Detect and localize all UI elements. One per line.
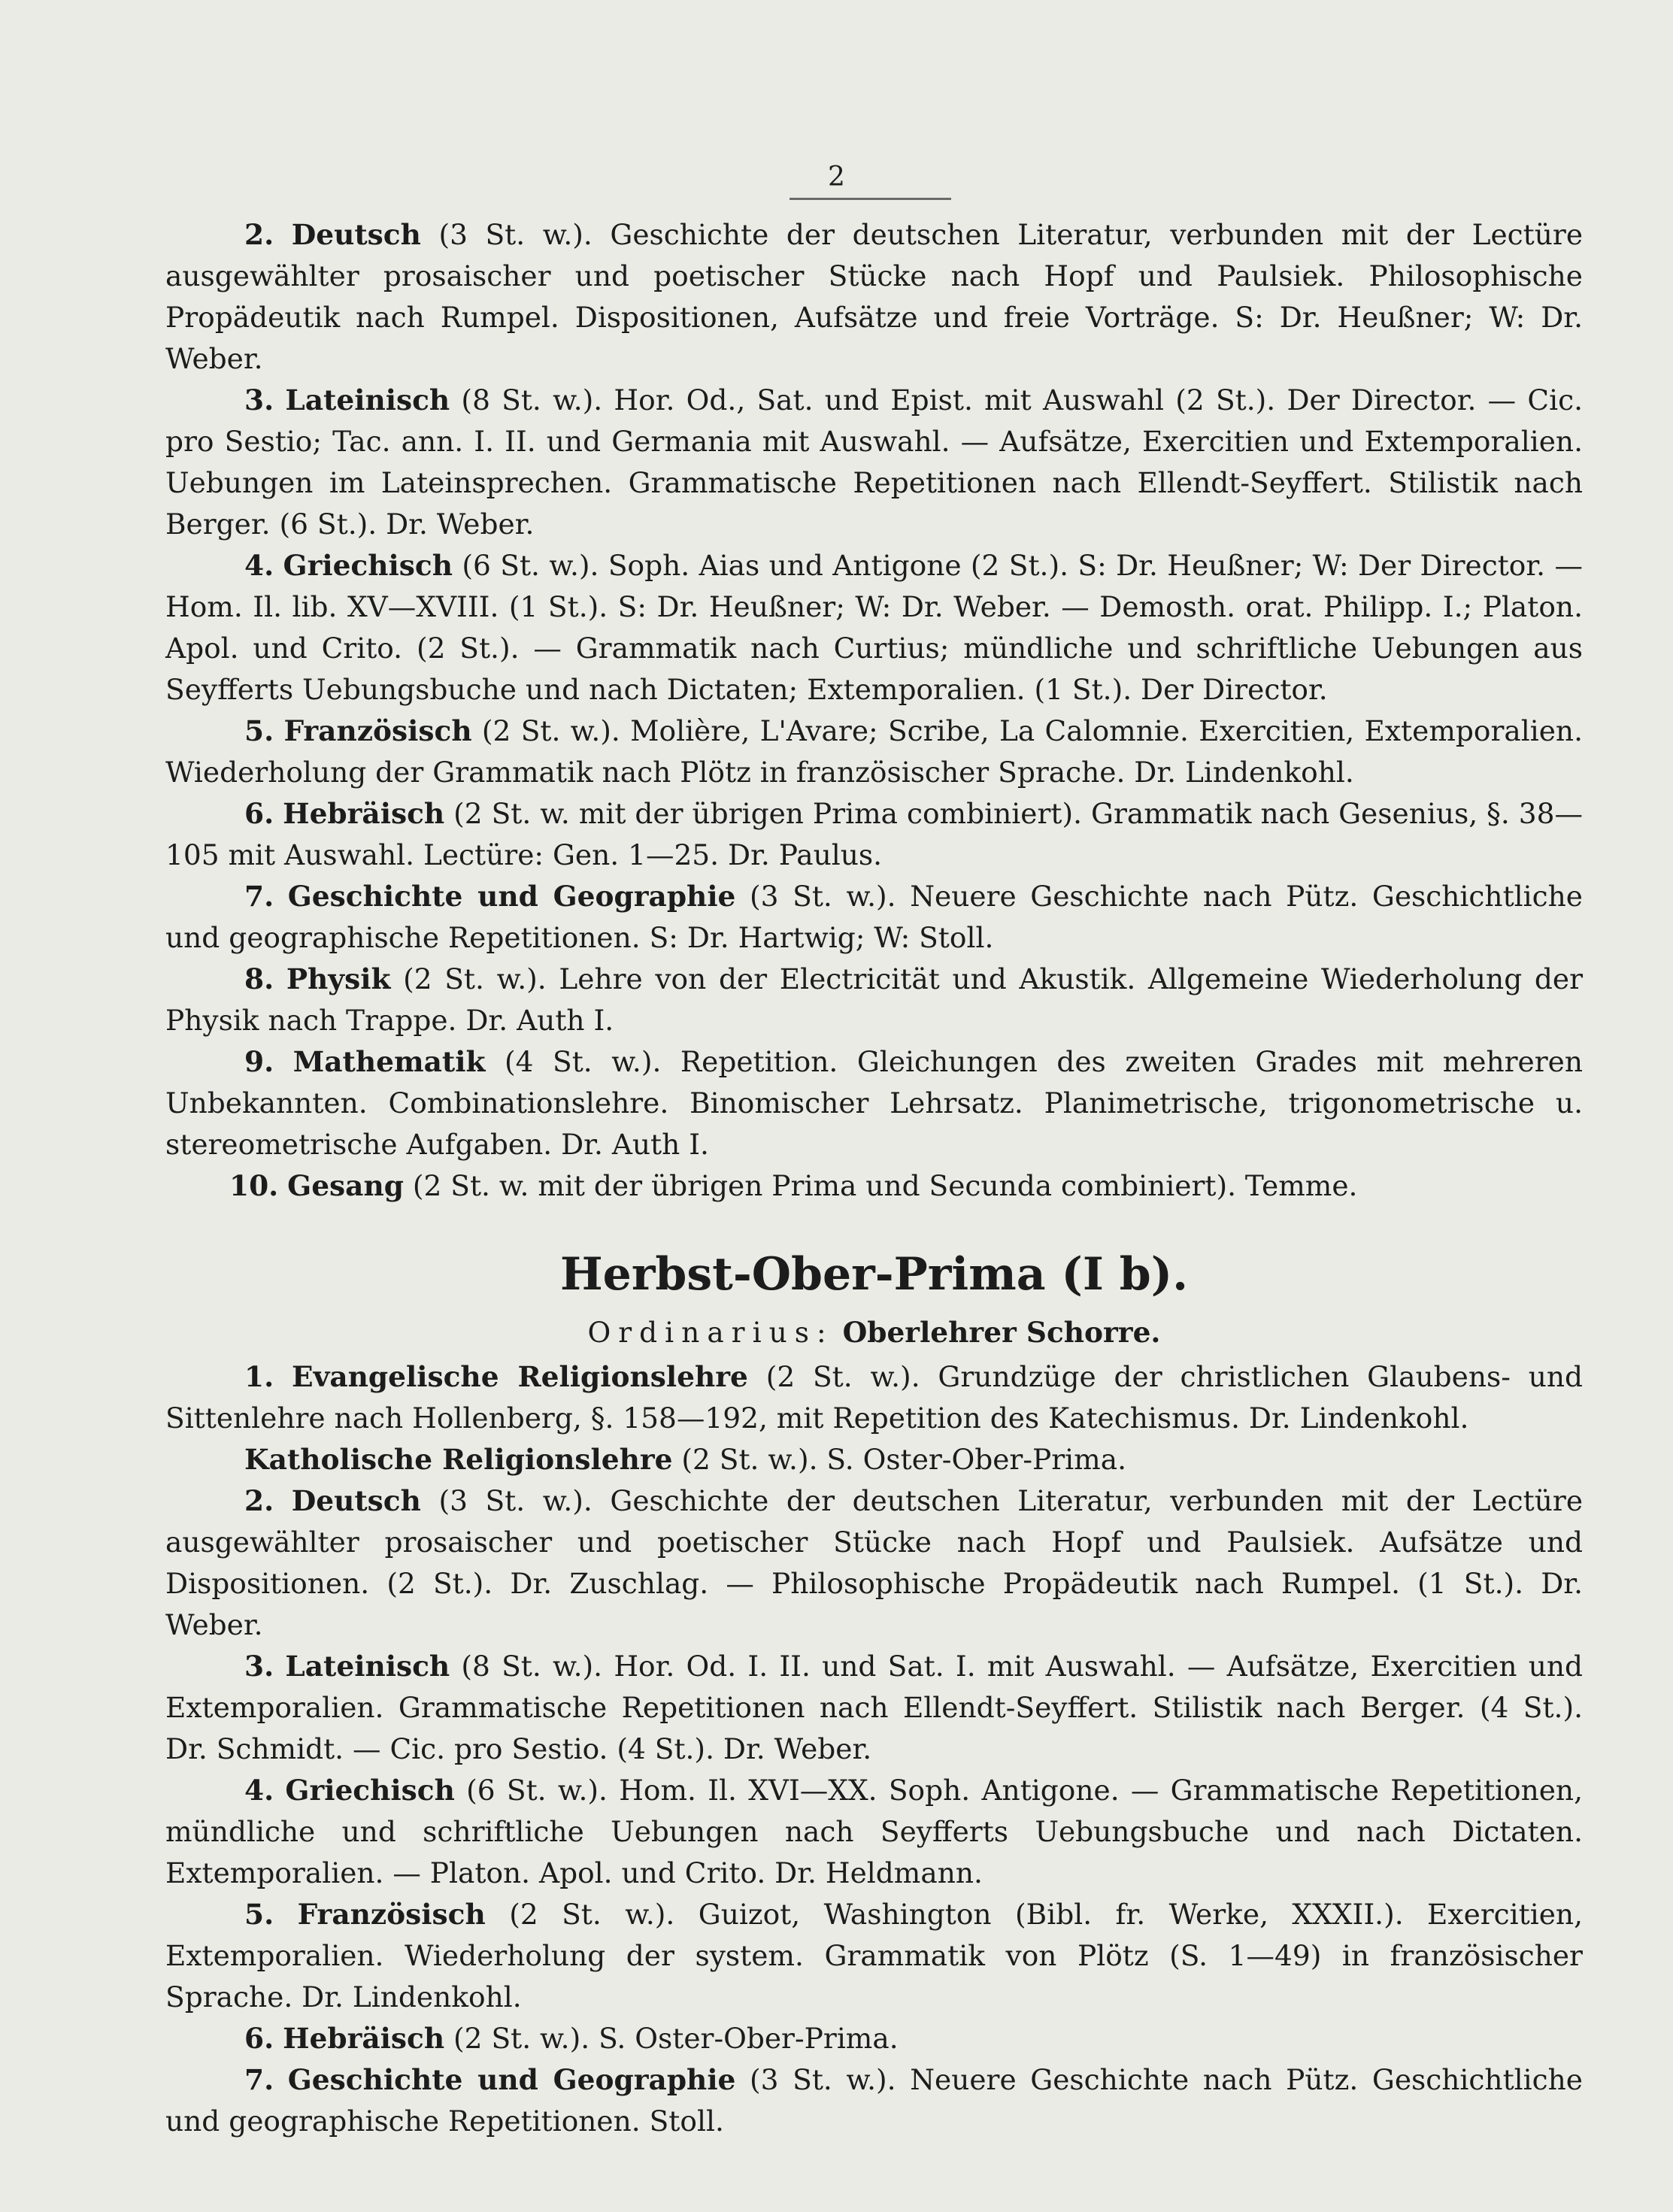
subject-name: Französisch: [297, 1898, 486, 1931]
entry-text: (3 St. w.). Neuere Geschichte nach Pütz. Geschichtliche und geographische Repetitionen. S: Dr. Hartwig; W: Stoll.: [165, 880, 1583, 954]
subject-name: Deutsch: [291, 1484, 421, 1517]
subject-entry: [165, 2018, 1583, 2059]
subject-entry: [165, 1480, 1583, 1646]
entry-text: (2 St. w.). S. Oster-Ober-Prima.: [672, 1443, 1127, 1476]
body-text: [165, 214, 1583, 2142]
entry-text: (3 St. w.). Geschichte der deutschen Literatur, verbunden mit der Lectüre ausgewählter prosaischer und poetischer Stücke nach Hopf und Paulsiek. Philosophische Propädeutik nach Rumpel. Dispositionen, Aufsätze und freie Vorträge. S: Dr. Heußner; W: Dr. Weber.: [165, 218, 1584, 375]
entry-number: 8.: [244, 962, 274, 995]
subject-name: Mathematik: [292, 1045, 486, 1078]
entry-number: 6.: [244, 2022, 274, 2055]
subject-entry: [165, 1439, 1583, 1480]
subject-name: Physik: [286, 962, 391, 995]
entry-number: 5.: [244, 714, 274, 747]
subject-name: Lateinisch: [285, 383, 450, 417]
subject-name: Französisch: [283, 714, 472, 747]
section-herbst-ober-prima: [165, 1356, 1583, 2142]
entry-number: 4.: [244, 1774, 274, 1807]
subject-entry: [165, 545, 1583, 711]
entry-number: 5.: [244, 1898, 274, 1931]
subject-entry: [165, 1165, 1583, 1207]
subject-entry: [165, 711, 1583, 793]
subject-entry: [165, 959, 1583, 1041]
entry-text: (2 St. w.). S. Oster-Ober-Prima.: [444, 2022, 899, 2055]
subject-entry: [165, 1041, 1583, 1165]
entry-number: 4.: [244, 549, 274, 582]
page-number: 2: [828, 162, 845, 192]
subject-name: Deutsch: [291, 218, 421, 251]
subject-name: Griechisch: [285, 1774, 455, 1807]
subject-entry: [165, 214, 1583, 380]
entry-text: (2 St. w.). Grundzüge der christlichen Glaubens- und Sittenlehre nach Hollenberg, §. 158—192, mit Repetition des Katechismus. Dr. Lindenkohl.: [165, 1360, 1584, 1435]
entry-text: (2 St. w.). Lehre von der Electricität und Akustik. Allgemeine Wiederholung der Physik nach Trappe. Dr. Auth I.: [165, 962, 1583, 1037]
entry-text: (6 St. w.). Soph. Aias und Antigone (2 St.). S: Dr. Heußner; W: Der Director. — Hom. Il. lib. XV—XVIII. (1 St.). S: Dr. Heußner; W: Dr. Weber. — Demosth. orat. Philipp. I.; Platon. Apol. und Crito. (2 St.). — Grammatik nach Curtius; mündliche und schriftliche Uebungen aus Seyfferts Uebungsbuche und nach Dictaten; Extemporalien. (1 St.). Der Director.: [165, 549, 1583, 706]
entry-number: 1.: [244, 1360, 274, 1393]
ordinarius-line: [165, 1312, 1583, 1353]
section-heading: Herbst-Ober-Prima (I b).: [559, 1248, 1189, 1301]
subject-entry: [165, 1894, 1583, 2018]
entry-number: 3.: [244, 383, 274, 417]
entry-text: (2 St. w.). Guizot, Washington (Bibl. fr. Werke, XXXII.). Exercitien, Extemporalien. Wiederholung der system. Grammatik von Plötz (S. 1—49) in französischer Sprache. Dr. Lindenkohl.: [165, 1898, 1584, 2014]
subject-name: Geschichte und Geographie: [287, 2063, 736, 2096]
entry-number: 6.: [244, 797, 274, 830]
subject-entry: [165, 2059, 1583, 2142]
entry-number: 3.: [244, 1650, 274, 1683]
entry-number: 7.: [244, 2063, 274, 2096]
subject-name: Hebräisch: [283, 797, 445, 830]
entry-text: (8 St. w.). Hor. Od. I. II. und Sat. I. mit Auswahl. — Aufsätze, Exercitien und Extemporalien. Grammatische Repetitionen nach Ellendt-Seyffert. Stilistik nach Berger. (4 St.). Dr. Schmidt. — Cic. pro Sestio. (4 St.). Dr. Weber.: [165, 1650, 1584, 1765]
entry-text: (8 St. w.). Hor. Od., Sat. und Epist. mit Auswahl (2 St.). Der Director. — Cic. pro Sestio; Tac. ann. I. II. und Germania mit Auswahl. — Aufsätze, Exercitien und Extemporalien. Uebungen im Lateinsprechen. Grammatische Repetitionen nach Ellendt-Seyffert. Stilistik nach Berger. (6 St.). Dr. Weber.: [165, 383, 1583, 541]
section-ober-prima-continued: [165, 214, 1583, 1207]
subject-entry: [165, 380, 1583, 545]
entry-number: 9.: [244, 1045, 274, 1078]
entry-text: (2 St. w. mit der übrigen Prima combiniert). Grammatik nach Gesenius, §. 38—105 mit Auswahl. Lectüre: Gen. 1—25. Dr. Paulus.: [165, 797, 1583, 871]
subject-name: Evangelische Religionslehre: [291, 1360, 748, 1393]
subject-entry: [165, 876, 1583, 959]
subject-name: Geschichte und Geographie: [287, 880, 736, 913]
subject-entry: [165, 1356, 1583, 1439]
subject-name: Griechisch: [283, 549, 453, 582]
subject-entry: [165, 1646, 1583, 1770]
entry-text: (3 St. w.). Geschichte der deutschen Literatur, verbunden mit der Lectüre ausgewählter prosaischer und poetischer Stücke nach Hopf und Paulsiek. Aufsätze und Dispositionen. (2 St.). Dr. Zuschlag. — Philosophische Propädeutik nach Rumpel. (1 St.). Dr. Weber.: [165, 1484, 1584, 1641]
subject-name: Hebräisch: [283, 2022, 445, 2055]
subject-name: Gesang: [287, 1169, 404, 1202]
entry-text: (2 St. w. mit der übrigen Prima und Secunda combiniert). Temme.: [403, 1169, 1358, 1202]
ordinarius-label: Ordinarius:: [587, 1316, 834, 1349]
ordinarius-name: Oberlehrer Schorre.: [842, 1316, 1161, 1349]
subject-entry: [165, 1770, 1583, 1894]
subject-name: Katholische Religionslehre: [244, 1443, 673, 1476]
subject-name: Lateinisch: [285, 1650, 450, 1683]
entry-text: (4 St. w.). Repetition. Gleichungen des zweiten Grades mit mehreren Unbekannten. Combinationslehre. Binomischer Lehrsatz. Planimetrische, trigonometrische u. stereometrische Aufgaben. Dr. Auth I.: [165, 1045, 1583, 1161]
entry-number: 10.: [229, 1169, 279, 1202]
subject-entry: [165, 793, 1583, 876]
entry-text: (6 St. w.). Hom. Il. XVI—XX. Soph. Antigone. — Grammatische Repetitionen, mündliche und schriftliche Uebungen nach Seyfferts Uebungsbuche und nach Dictaten. Extemporalien. — Platon. Apol. und Crito. Dr. Heldmann.: [165, 1774, 1583, 1889]
entry-number: 2.: [244, 218, 274, 251]
page-number-ornament: [790, 192, 951, 200]
entry-text: (3 St. w.). Neuere Geschichte nach Pütz. Geschichtliche und geographische Repetitionen. Stoll.: [165, 2063, 1583, 2138]
entry-number: 2.: [244, 1484, 274, 1517]
entry-text: (2 St. w.). Molière, L'Avare; Scribe, La Calomnie. Exercitien, Extemporalien. Wiederholung der Grammatik nach Plötz in französischer Sprache. Dr. Lindenkohl.: [165, 714, 1583, 789]
entry-number: 7.: [244, 880, 274, 913]
